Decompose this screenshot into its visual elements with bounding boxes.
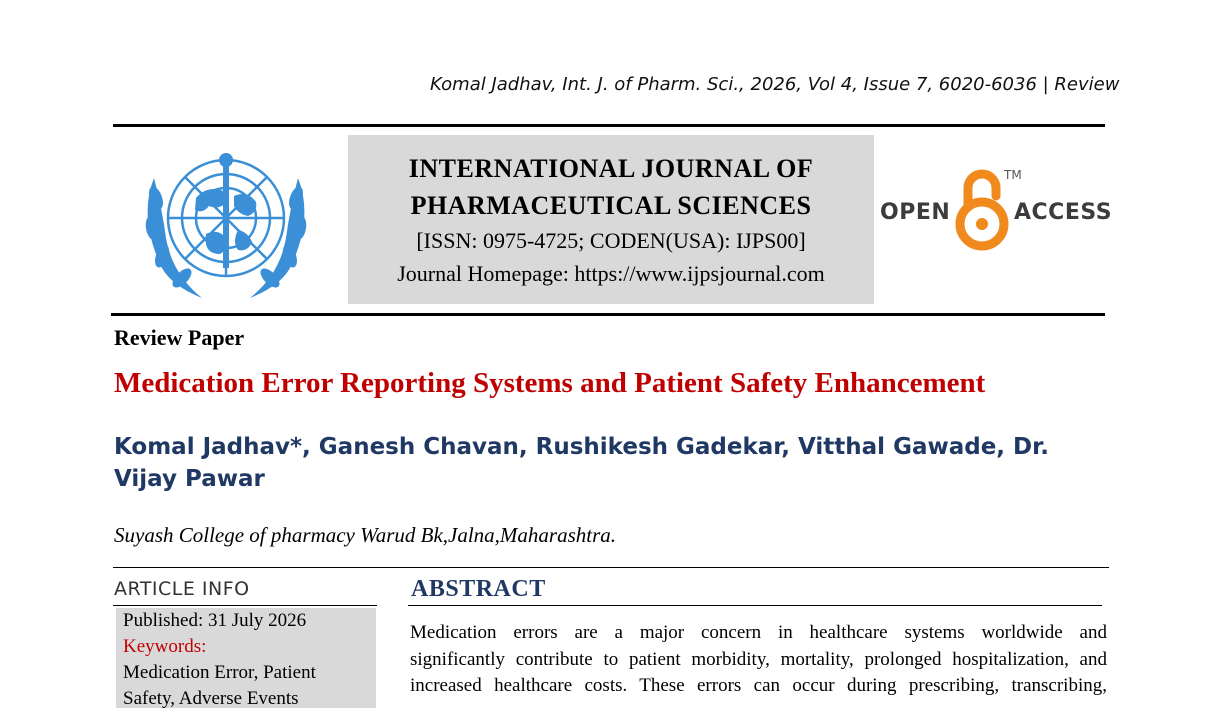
abstract-body <box>410 620 1107 700</box>
journal-title-box <box>348 135 874 304</box>
abstract-line: Medication errors are a major concern in healthcare systems worldwide and <box>410 622 1107 643</box>
article-info-rule <box>113 605 377 606</box>
paper-authors: Komal Jadhav*, Ganesh Chavan, Rushikesh Gadekar, Vitthal Gawade, Dr. Vijay Pawar <box>114 434 1049 492</box>
header-top-rule <box>113 124 1105 127</box>
journal-title-line2: PHARMACEUTICAL SCIENCES <box>410 191 812 220</box>
abstract-line: significantly contribute to patient morbidity, mortality, prolonged hospitalization, and <box>410 648 1107 670</box>
article-info-box <box>116 608 376 708</box>
open-access-lock-icon <box>952 166 1012 252</box>
journal-issn: [ISSN: 0975-4725; CODEN(USA): IJPS00] <box>416 228 806 253</box>
paper-type: Review Paper <box>114 325 245 350</box>
paper-title: Medication Error Reporting Systems and Patient Safety Enhancement <box>114 367 986 399</box>
citation-header: Komal Jadhav, Int. J. of Pharm. Sci., 2026, Vol 4, Issue 7, 6020-6036 | Review <box>430 74 1120 95</box>
keywords-line2: Safety, Adverse Events <box>123 688 299 709</box>
header-bottom-rule <box>111 313 1105 316</box>
abstract-heading: ABSTRACT <box>411 576 546 602</box>
open-access-left-text: OPEN <box>880 200 951 225</box>
journal-emblem-icon <box>126 138 326 306</box>
abstract-line: increased healthcare costs. These errors can occur during prescribing, transcribing, <box>410 675 1107 696</box>
abstract-rule <box>408 605 1102 606</box>
keywords-line1: Medication Error, Patient <box>123 662 316 683</box>
open-access-right-text: ACCESS <box>1014 200 1113 225</box>
keywords-label: Keywords: <box>123 636 207 657</box>
trademark-mark: TM <box>1004 168 1022 182</box>
section-divider <box>113 567 1109 568</box>
journal-homepage: Journal Homepage: https://www.ijpsjournal.com <box>397 261 825 286</box>
journal-title-line1: INTERNATIONAL JOURNAL OF <box>408 154 814 183</box>
published-date: Published: 31 July 2026 <box>123 610 307 631</box>
article-info-heading: ARTICLE INFO <box>114 578 250 600</box>
paper-affiliation: Suyash College of pharmacy Warud Bk,Jalna,Maharashtra. <box>114 523 617 547</box>
open-access-logo <box>880 164 1113 254</box>
